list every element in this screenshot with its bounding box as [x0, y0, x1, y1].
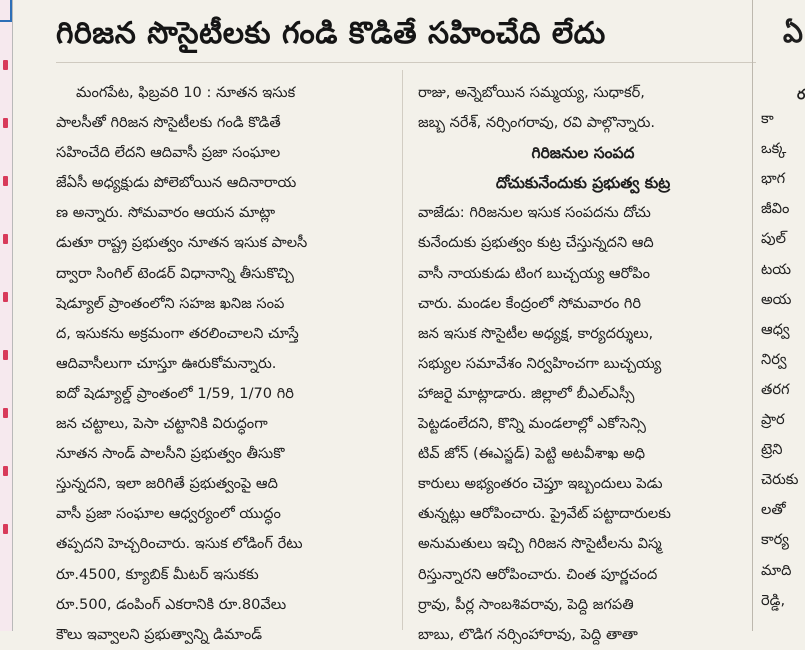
article-line: వాజేడు: గిరిజనుల ఇసుక సంపదను దోచు — [418, 204, 651, 222]
adjacent-line-fragment: నిర్వ — [761, 350, 787, 368]
adjacent-line-fragment: కార్య — [761, 531, 789, 549]
article-line: ణ అన్నారు. సోమవారం ఆయన మాట్లా — [56, 204, 276, 222]
headline-rule — [56, 62, 756, 63]
news-clipping — [12, 0, 752, 643]
article-line: పెట్టడంలేదని, కొన్ని మండలాల్లో ఎకోసెన్సి — [418, 415, 646, 433]
article-line: రాజు, అన్నెబోయిన సమ్మయ్య, సుధాకర్, — [418, 84, 645, 101]
strip-mark — [3, 408, 8, 418]
article-line: రూ.4500, క్యూబిక్ మీటర్ ఇసుకకు — [56, 565, 259, 583]
article-line: జన చట్టాలు, పెసా చట్టానికి విరుద్ధంగా — [56, 415, 268, 433]
article-line: అనుమతులు ఇచ్చి గిరిజన సొసైటీలను విస్మ — [418, 535, 662, 553]
article-line: జేఏసీ అధ్యక్షుడు పోలెబోయిన ఆదినారాయ — [56, 174, 297, 192]
article-column-2 — [418, 78, 748, 650]
article-headline: గిరిజన సొసైటీలకు గండి కొడితే సహించేది లేదు — [56, 16, 606, 51]
article-line: జన ఇసుక సొసైటీల అధ్యక్ష, కార్యదర్శులు, — [418, 324, 654, 342]
article-line: ఐదో షెడ్యూల్డ్ ప్రాంతంలో 1/59, 1/70 గిరి — [56, 384, 294, 402]
adjacent-line-fragment: కా — [761, 110, 774, 127]
article-line: ఆదివాసీలుగా చూస్తూ ఊరుకోమన్నారు. — [56, 354, 277, 372]
strip-mark — [3, 234, 8, 244]
section-subhead: దోచుకునేందుకు ప్రభుత్వ కుట్ర — [495, 174, 671, 193]
adjacent-line-fragment: టయ — [761, 260, 792, 278]
adjacent-line-fragment: అయ — [761, 290, 792, 308]
strip-mark — [3, 118, 8, 128]
article-line: సహించేది లేదని ఆదివాసీ ప్రజా సంఘాల — [56, 144, 281, 162]
adjacent-line-fragment: ప్రార — [761, 411, 785, 428]
strip-mark — [3, 350, 8, 360]
adjacent-line-fragment: ఆధ్వ — [761, 320, 790, 338]
article-line: వాసీ నాయకుడు టింగ బుచ్చయ్య ఆరోపిం — [418, 264, 651, 282]
article-column-1 — [56, 78, 396, 650]
article-line: తున్నట్లు ఆరోపించారు. ప్రైవేట్ పట్టాదారులకు — [418, 505, 671, 523]
adjacent-line-fragment: మాది — [761, 561, 792, 579]
article-line: కారులు అభ్యంతరం చెప్తూ ఇబ్బందులు పెడు — [418, 475, 663, 493]
article-line: కునేందుకు ప్రభుత్వం కుట్ర చేస్తున్నదని ఆది — [418, 234, 654, 252]
adjacent-line-fragment: భాగ — [761, 170, 786, 188]
section-subhead: గిరిజనుల సంపద — [531, 144, 635, 163]
strip-mark — [3, 176, 8, 186]
article-line: రిస్తున్నారని ఆరోపించారు. చింత పూర్ణచంద — [418, 565, 658, 583]
article-line: బాబు, లొడిగ నర్సింహారావు, పెద్ది తాతా — [418, 625, 638, 643]
strip-mark — [3, 292, 8, 302]
adjacent-headline-fragment: ఏ — [783, 16, 803, 49]
article-line: చారు. మండల కేంద్రంలో సోమవారం గిరి — [418, 294, 642, 312]
article-line: పాలసీతో గిరిజన సొసైటీలకు గండి కొడితే — [56, 114, 281, 132]
column-divider — [402, 70, 403, 630]
article-line: మంగపేట, ఫిబ్రవరి 10 : నూతన ఇసుక — [76, 84, 296, 101]
article-line: రూ.500, డంపింగ్ ఎకరానికి రూ.80వేలు — [56, 595, 287, 613]
adjacent-page-corner — [0, 0, 12, 22]
article-line: సభ్యుల సమావేశం నిర్వహించగా బుచ్చయ్య — [418, 354, 662, 372]
adjacent-line-fragment: పుల్ — [761, 230, 786, 248]
article-line: కౌలు ఇవ్వాలని ప్రభుత్వాన్ని డిమాండ్ — [56, 625, 263, 643]
article-line: వాసీ ప్రజా సంఘాల ఆధ్వర్యంలో యుద్ధం — [56, 505, 281, 523]
strip-mark — [3, 60, 8, 70]
adjacent-subhead-fragment: ర — [797, 87, 805, 103]
article-line: టివ్ జోన్ (ఈఎస్జడ్) పెట్టి అటవీశాఖ అధి — [418, 445, 646, 463]
article-line: జబ్బ నరేశ్, నర్సింగరావు, రవి పాల్గొన్నారు. — [418, 114, 656, 132]
adjacent-line-fragment: ఒక్క — [761, 140, 787, 158]
adjacent-line-fragment: తరగ — [761, 380, 790, 398]
adjacent-line-fragment: చెరుకు — [761, 471, 799, 489]
article-line: హాజరై మాట్లాడారు. జిల్లాలో బీఎల్ఎస్సీ — [418, 384, 635, 402]
article-line: ద్వారా సింగిల్ టెండర్ విధానాన్ని తీసుకొచ్చి — [56, 264, 294, 282]
article-line: తప్పదని హెచ్చరించారు. ఇసుక లోడింగ్ రేటు — [56, 535, 303, 553]
adjacent-line-fragment: రెడ్డి, — [761, 591, 786, 609]
adjacent-line-fragment: ట్రెని — [761, 441, 783, 459]
article-line: నూతన సాండ్ పాలసీని ప్రభుత్వం తీసుకొ — [56, 445, 285, 463]
strip-mark — [3, 524, 8, 534]
article-line: స్తున్నదని, ఇలా జరిగితే ప్రభుత్వంపై ఆది — [56, 475, 278, 493]
article-line: డుతూ రాష్ట్ర ప్రభుత్వం నూతన ఇసుక పాలసీ — [56, 234, 308, 252]
article-line: ద, ఇసుకను అక్రమంగా తరలించాలని చూస్తే — [56, 324, 299, 342]
adjacent-line-fragment: లతో — [761, 501, 786, 519]
article-line: ర్రావు, పీర్ల సాంబశివరావు, పెద్ది జగపతి — [418, 595, 634, 613]
article-line: షెడ్యూల్ ప్రాంతంలోని సహజ ఖనిజ సంప — [56, 294, 285, 312]
strip-mark — [3, 466, 8, 476]
adjacent-line-fragment: జీవిం — [761, 200, 790, 218]
adjacent-article-column — [753, 0, 805, 631]
